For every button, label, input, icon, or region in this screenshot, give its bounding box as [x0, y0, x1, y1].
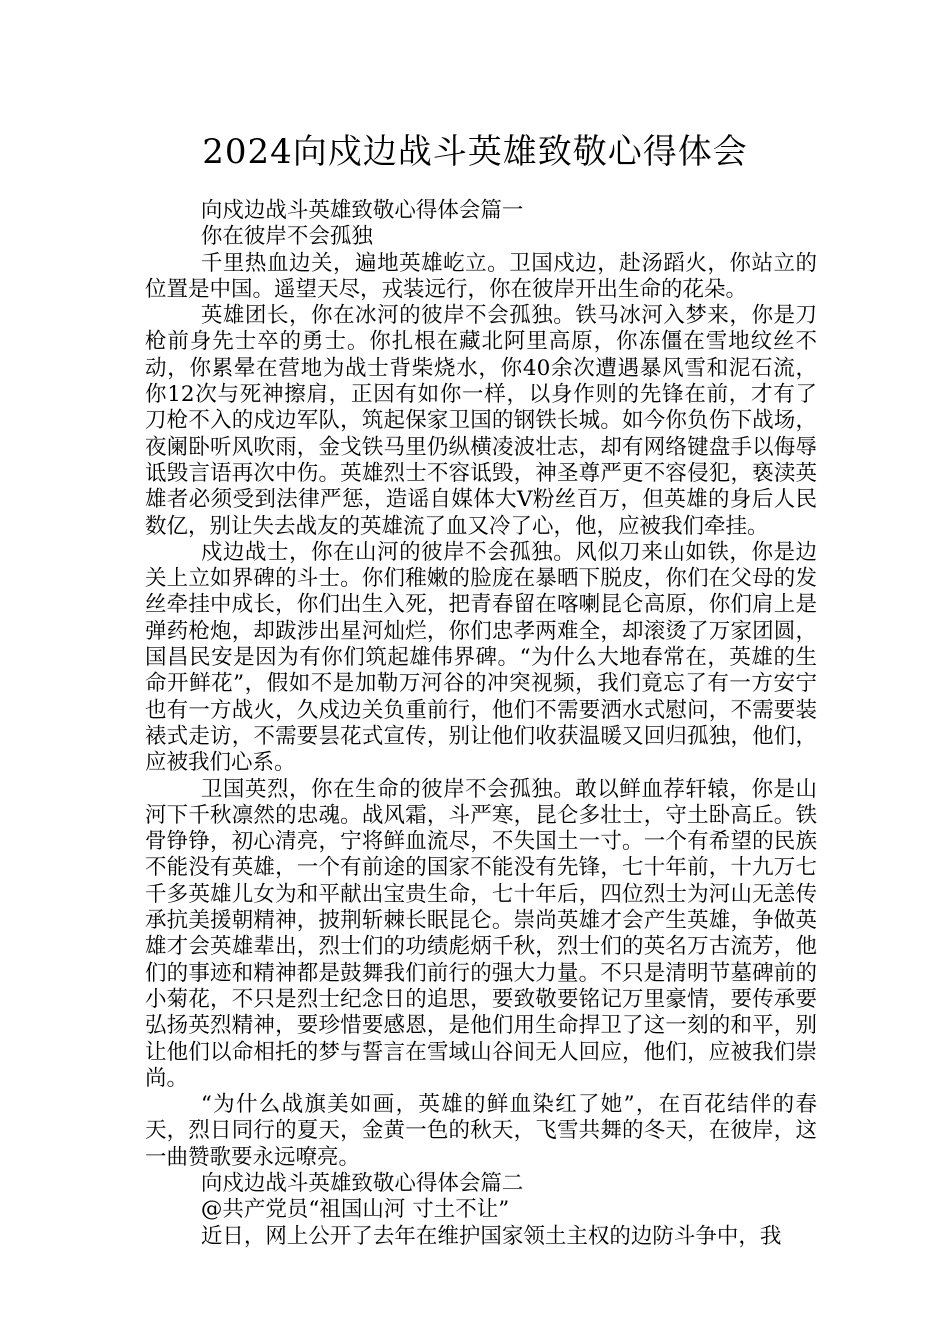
section-heading: 向戍边战斗英雄致敬心得体会篇一 — [200, 198, 524, 223]
paragraph: 英雄团长，你在冰河的彼岸不会孤独。铁马冰河入梦来，你是刀枪前身先士卒的勇士。你扎根在藏北阿里高原，你冻僵在雪地纹丝不动，你累晕在营地为战士背柴烧水，你40余次遭遇暴风雪和泥石流，你12次与死神擦肩，正因有如你一样，以身作则的先锋在前，才有了刀枪不入的戍边军队，筑起保家卫国的钢铁长城。如今你负伤下战场，夜阑卧听风吹雨，金戈铁马里仍纵横凌波壮志，却有网络键盘手以侮辱诋毁言语再次中伤。英雄烈士不容诋毁，神圣尊严更不容侵犯，亵渎英雄者必须受到法律严惩，造谣自媒体大V粉丝百万，但英雄的身后人民数亿，别让失去战友的英雄流了血又冷了心，他，应被我们牵挂。 — [145, 303, 817, 539]
document-body — [145, 198, 817, 1250]
essay-subtitle: 你在彼岸不会孤独 — [200, 224, 373, 250]
paragraph: 戍边战士，你在山河的彼岸不会孤独。风似刀来山如铁，你是边关上立如界碑的斗士。你们稚嫩的脸庞在暴晒下脱皮，你们在父母的发丝牵挂中成长，你们出生入死，把青春留在喀喇昆仑高原，你们肩上是弹药枪炮，却跋涉出星河灿烂，你们忠孝两难全，却滚烫了万家团圆，国昌民安是因为有你们筑起雄伟界碑。“为什么大地春常在，英雄的生命开鲜花”，假如不是加勒万河谷的冲突视频，我们竟忘了有一方安宁也有一方战火，久戍边关负重前行，他们不需要洒水式慰问，不需要装裱式走访，不需要昙花式宣传，别让他们收获温暖又回归孤独，他们，应被我们心系。 — [145, 539, 817, 776]
paragraph: 卫国英烈，你在生命的彼岸不会孤独。敢以鲜血荐轩辕，你是山河下千秋凛然的忠魂。战风霜，斗严寒，昆仑多壮士，守土卧高丘。铁骨铮铮，初心清亮，宁将鲜血流尽，不失国土一寸。一个有希望的民族不能没有英雄，一个有前途的国家不能没有先锋，七十年前，十九万七千多英雄儿女为和平献出宝贵生命，七十年后，四位烈士为河山无恙传承抗美援朝精神，披荆斩棘长眠昆仑。崇尚英雄才会产生英雄，争做英雄才会英雄辈出，烈士们的功绩彪炳千秋，烈士们的英名万古流芳，他们的事迹和精神都是鼓舞我们前行的强大力量。不只是清明节墓碑前的小菊花，不只是烈士纪念日的追思，要致敬要铭记万里豪情，要传承要弘扬英烈精神，要珍惜要感恩，是他们用生命捍卫了这一刻的和平，别让他们以命相托的梦与誓言在雪域山谷间无人回应，他们，应被我们崇尚。 — [145, 776, 817, 1091]
essay-subtitle: @共产党员“祖国山河 寸土不让” — [200, 1197, 510, 1223]
document-title: 2024向戍边战斗英雄致敬心得体会 — [202, 132, 748, 172]
paragraph: “为什么战旗美如画，英雄的鲜血染红了她”，在百花结伴的春天，烈日同行的夏天，金黄一色的秋天，飞雪共舞的冬天，在彼岸，这一曲赞歌要永远嘹亮。 — [145, 1092, 817, 1170]
section-heading: 向戍边战斗英雄致敬心得体会篇二 — [200, 1170, 524, 1196]
paragraph: 千里热血边关，遍地英雄屹立。卫国戍边，赴汤蹈火，你站立的位置是中国。遥望天尽，戎装远行，你在彼岸开出生命的花朵。 — [145, 250, 817, 302]
paragraph: 近日，网上公开了去年在维护国家领土主权的边防斗争中，我 — [200, 1223, 782, 1249]
